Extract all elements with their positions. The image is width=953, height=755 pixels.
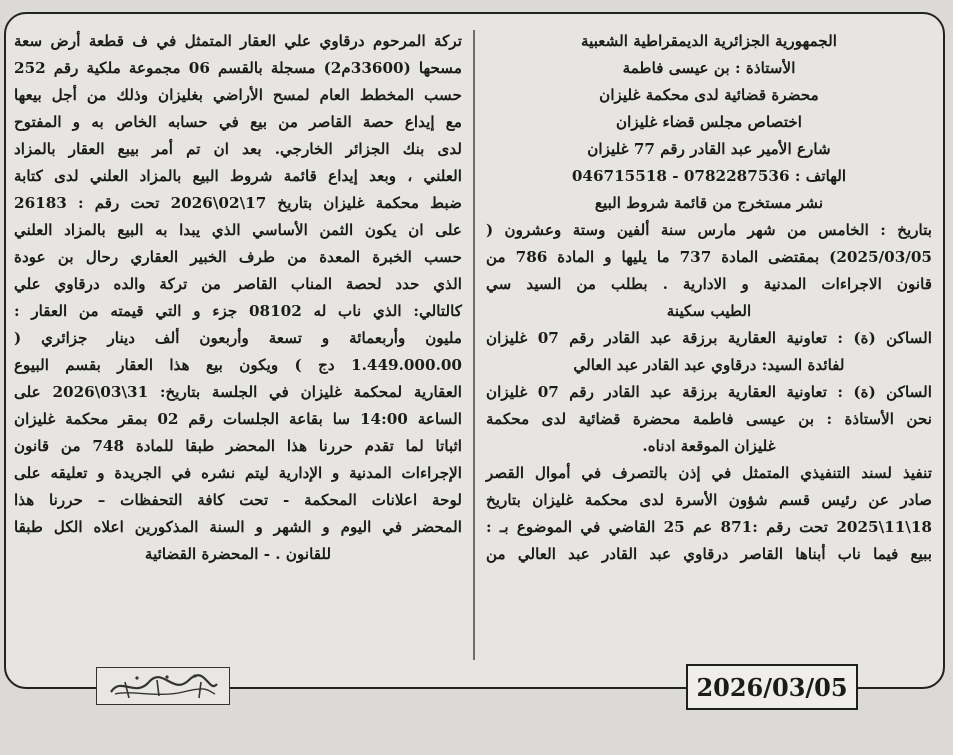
body-line: قانون الاجراءات المدنية و الادارية . بطلب من السيد سي <box>486 275 932 293</box>
body-line: الساكن (ة) : تعاونية العقارية برزقة عبد القادر رقم 07 غليزان <box>486 329 932 347</box>
header-line: الأستاذة : بن عيسى فاطمة <box>622 59 796 77</box>
body-line: لدى بنك الجزائر الخارجي. بعد ان تم أمر بيبع العقار بالمزاد <box>14 140 462 158</box>
body-line: 2025/03/05) بمقتضى المادة 737 ما يليها و المادة 786 من <box>486 248 932 266</box>
body-line: حسب الخبرة المعدة من طرف الخبير العقاري رحال بن عودة <box>14 248 462 266</box>
signature-line: للقانون . - المحضرة القضائية <box>144 545 332 563</box>
left-column <box>14 28 462 568</box>
body-line: العلني ، وبعد إيداع قائمة شروط البيع بالمزاد العلني لدى كتابة <box>14 167 462 185</box>
body-line: اثباتا لما تقدم حررنا هذا المحضر طبقا للمادة 748 من قانون <box>14 437 462 455</box>
header-line: نشر مستخرج من قائمة شروط البيع <box>594 194 824 212</box>
body-line: مع إيداع حصة القاصر من بيع في حسابه الخاص به و المفتوح <box>14 113 462 131</box>
body-line: 1.449.000.00 دج ) ويكون بيع هذا العقار بقسم البيوع <box>14 356 462 374</box>
body-line: الذي حدد لحصة المناب القاصر من تركة والده درقاوي علي <box>14 275 462 293</box>
body-line: بتاريخ : الخامس من شهر مارس سنة ألفين وستة وعشرون ( <box>486 221 932 239</box>
column-divider <box>473 30 475 660</box>
body-line: الطيب سكينة <box>666 302 752 320</box>
body-line: مليون وأربعمائة و تسعة وأربعون ألف دينار جزائري ( <box>14 329 462 347</box>
body-line: غليزان الموقعة ادناه. <box>642 437 776 455</box>
body-line: ضبط محكمة غليزان بتاريخ 17\02\2026 تحت رقم : 26183 <box>14 194 462 212</box>
publication-date: 2026/03/05 <box>686 664 858 710</box>
body-line: 18\11\2025 تحت رقم :871 عم 25 القاضي في الموضوع بـ : <box>486 518 932 536</box>
body-line: ببيع فيما ناب أبناها القاصر درقاوي عبد القادر عبد العالي من <box>486 545 932 563</box>
header-line: الجمهورية الجزائرية الديمقراطية الشعبية <box>580 32 838 50</box>
body-line: لفائدة السيد: درقاوي عبد القادر عبد العالي <box>573 356 845 374</box>
body-line: تنفيذ لسند التنفيذي المتمثل في إذن بالتصرف في أموال القصر <box>486 464 932 482</box>
body-line: على ان يكون الثمن الأساسي الذي يبدا به البيع بالمزاد العلني <box>14 221 462 239</box>
right-column <box>486 28 932 568</box>
body-line: المحضر في اليوم و الشهر و السنة المذكورين اعلاه الكل طبقا <box>14 518 462 536</box>
body-line: حسب المخطط العام لمسح الأراضي بغليزان وذلك من أجل بيعها <box>14 86 462 104</box>
body-line: الإجراءات المدنية و الإدارية ليتم نشره في الجريدة و تعليقه على <box>14 464 462 482</box>
body-line: كالتالي: الذي ناب له 08102 جزء و التي قيمته من العقار : <box>14 302 462 320</box>
header-line: الهاتف : 0782287536 - 046715518 <box>571 167 847 185</box>
body-line: نحن الأستاذة : بن عيسى فاطمة محضرة قضائية لدى محكمة <box>486 410 932 428</box>
body-line: صادر عن رئيس قسم شؤون الأسرة لدى محكمة غليزان بتاريخ <box>486 491 932 509</box>
body-line: الساعة 14:00 سا بقاعة الجلسات رقم 02 بمقر محكمة غليزان <box>14 410 462 428</box>
newspaper-logo-icon <box>97 668 229 704</box>
body-line: تركة المرحوم درقاوي علي العقار المتمثل في ف قطعة أرض سعة <box>14 32 462 50</box>
header-line: شارع الأمير عبد القادر رقم 77 غليزان <box>587 140 831 158</box>
body-line: مسحها (33600م2) مسجلة بالقسم 06 مجموعة ملكية رقم 252 <box>14 59 462 77</box>
body-line: الساكن (ة) : تعاونية العقارية برزقة عبد القادر رقم 07 غليزان <box>486 383 932 401</box>
header-line: محضرة قضائية لدى محكمة غليزان <box>599 86 819 104</box>
body-line: لوحة اعلانات المحكمة - تحت كافة التحفظات – حررنا هذا <box>14 491 462 509</box>
header-line: اختصاص مجلس قضاء غليزان <box>615 113 803 131</box>
body-line: العقارية لمحكمة غليزان في الجلسة بتاريخ: 31\03\2026 على <box>14 383 463 401</box>
newspaper-logo <box>96 667 230 705</box>
